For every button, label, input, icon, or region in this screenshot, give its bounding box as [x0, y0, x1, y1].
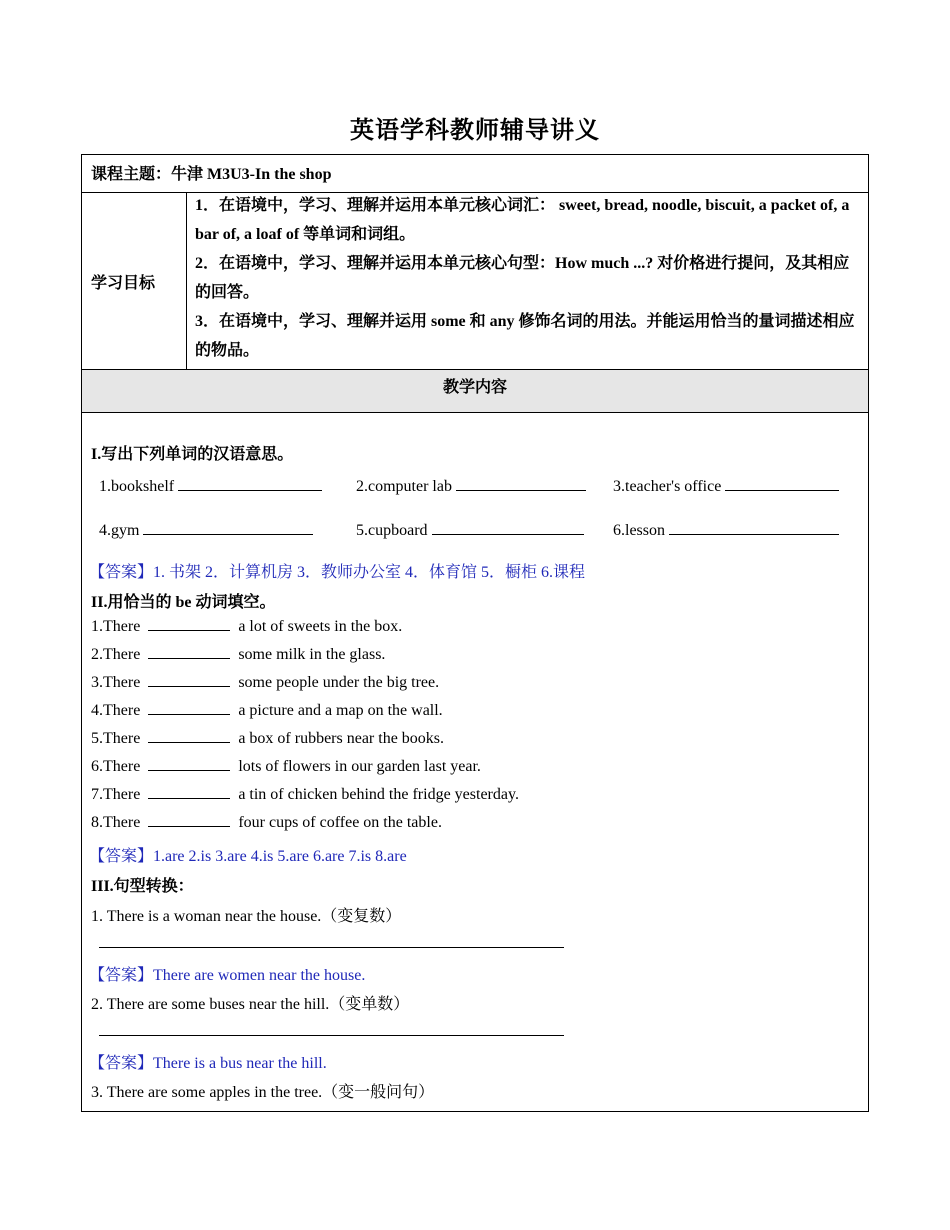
transform-question: 2. There are some buses near the hill.（变单数）	[91, 996, 410, 1013]
vocab-item: 6.lesson	[613, 522, 839, 540]
goals-text	[187, 193, 868, 369]
transform-answer: 【答案】There is a bus near the hill.	[89, 1055, 327, 1072]
learning-goals	[82, 193, 868, 370]
transform-question: 3. There are some apples in the tree.（变一般问句）	[91, 1084, 435, 1101]
section2-answer: 【答案】1.are 2.is 3.are 4.is 5.are 6.are 7.is 8.are	[89, 848, 407, 865]
page-title: 英语学科教师辅导讲义	[350, 118, 600, 144]
goals-label: 学习目标	[82, 193, 187, 369]
section1-heading: I.写出下列单词的汉语意思。	[91, 446, 294, 463]
section2-heading: II.用恰当的 be 动词填空。	[91, 594, 276, 611]
transform-question: 1. There is a woman near the house.（变复数）	[91, 908, 402, 925]
section3-heading: III.句型转换：	[91, 878, 194, 895]
content-heading: 教学内容	[82, 370, 868, 413]
fill-item: 4.There a picture and a map on the wall.	[91, 702, 443, 719]
goal-item: 1．在语境中，学习、理解并运用本单元核心词汇： sweet, bread, noodle, biscuit, a packet of, a bar of, a loaf of 等单词和词组。	[195, 197, 850, 243]
fill-item: 2.There some milk in the glass.	[91, 646, 386, 663]
fill-item: 5.There a box of rubbers near the books.	[91, 730, 445, 747]
fill-item: 1.There a lot of sweets in the box.	[91, 618, 403, 635]
fill-item: 6.There lots of flowers in our garden last year.	[91, 758, 481, 775]
vocab-item: 2.computer lab	[356, 478, 586, 496]
vocab-item: 1.bookshelf	[99, 478, 322, 496]
fill-item: 7.There a tin of chicken behind the fridge yesterday.	[91, 786, 519, 803]
vocab-item: 5.cupboard	[356, 522, 584, 540]
content-body	[82, 413, 868, 1111]
answer-blank-line	[99, 929, 564, 948]
answer-blank-line	[99, 1017, 564, 1036]
lecture-table	[81, 154, 869, 1112]
fill-item: 3.There some people under the big tree.	[91, 674, 440, 691]
section1-answer: 【答案】1. 书架 2．计算机房 3．教师办公室 4．体育馆 5．橱柜 6.课程	[89, 564, 586, 581]
vocab-item: 4.gym	[99, 522, 313, 540]
transform-answer: 【答案】There are women near the house.	[89, 967, 366, 984]
course-topic: 课程主题：牛津 M3U3-In the shop	[82, 155, 868, 193]
fill-item: 8.There four cups of coffee on the table.	[91, 814, 442, 831]
vocab-item: 3.teacher's office	[613, 478, 839, 496]
goal-item: 2．在语境中，学习、理解并运用本单元核心句型：How much ...? 对价格进行提问，及其相应的回答。	[195, 255, 850, 301]
goal-item: 3．在语境中，学习、理解并运用 some 和 any 修饰名词的用法。并能运用恰当的量词描述相应的物品。	[195, 313, 855, 359]
